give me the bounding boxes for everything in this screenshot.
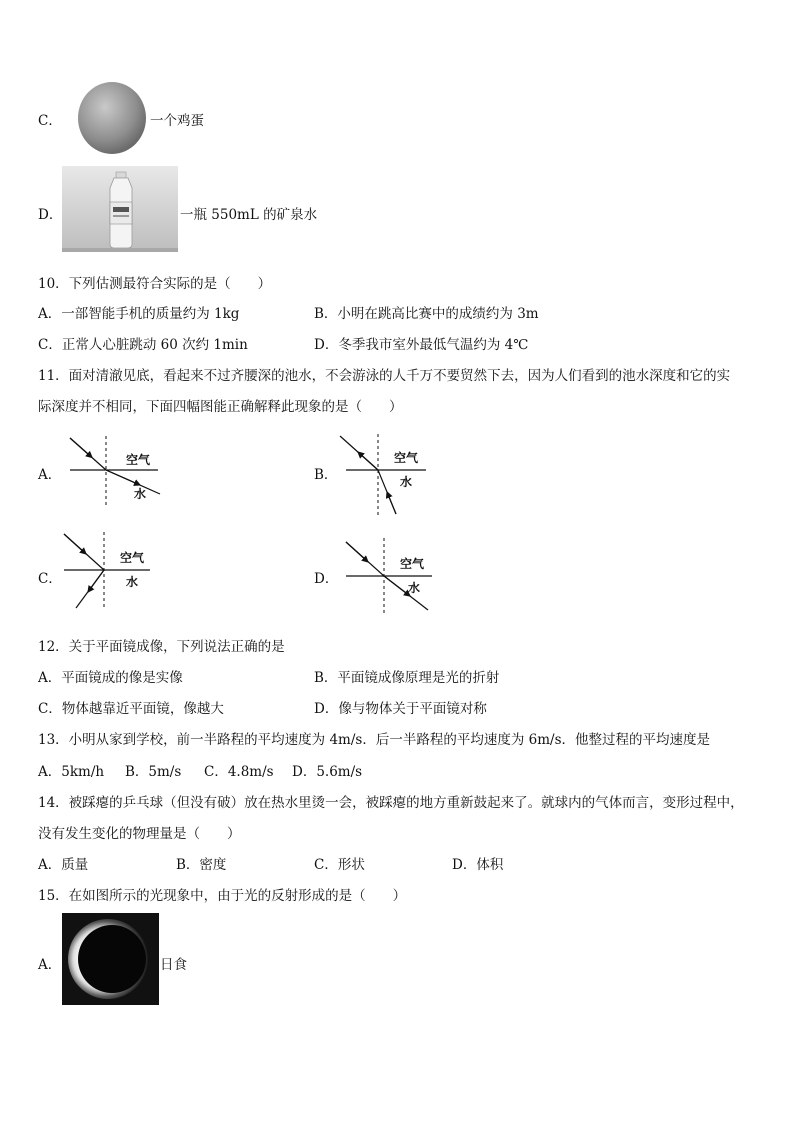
q14-option-a: A．质量	[38, 857, 89, 873]
solar-eclipse-photo	[62, 913, 159, 1005]
egg-photo	[75, 80, 147, 156]
q13-stem: 13．小明从家到学校，前一半路程的平均速度为 4m/s．后一半路程的平均速度为 6m/s．他整过程的平均速度是	[38, 732, 710, 748]
q10-option-d: D．冬季我市室外最低气温约为 4℃	[314, 337, 529, 353]
refraction-diagram-a	[62, 432, 172, 512]
q12-option-d: D．像与物体关于平面镜对称	[314, 701, 487, 717]
q11-stem-line1: 11．面对清澈见底，看起来不过齐腰深的池水，不会游泳的人千万不要贸然下去，因为人们看到的池水深度和它的实	[38, 368, 731, 384]
q14-stem-line1: 14．被踩瘪的乒乓球（但没有破）放在热水里烫一会，被踩瘪的地方重新鼓起来了。就球内的气体而言，变形过程中，	[38, 795, 744, 811]
q9-option-c-text: 一个鸡蛋	[150, 113, 204, 129]
q11-option-b-letter: B．	[314, 467, 338, 483]
q12-option-b: B．平面镜成像原理是光的折射	[314, 670, 500, 686]
q15-option-a-text: 日食	[160, 957, 187, 973]
q11d-air-label: 空气	[400, 557, 425, 571]
q11b-water-label: 水	[400, 475, 413, 489]
water-bottle-photo	[62, 166, 178, 252]
q10-stem: 10．下列估测最符合实际的是（ ）	[38, 276, 272, 292]
q11b-air-label: 空气	[394, 451, 419, 465]
refraction-diagram-b	[334, 430, 444, 520]
q13-option-a: A．5km/h	[38, 764, 105, 780]
q11-option-d-letter: D．	[314, 571, 339, 587]
q14-stem-line2: 没有发生变化的物理量是（ ）	[38, 826, 241, 842]
q12-option-a: A．平面镜成的像是实像	[38, 670, 183, 686]
q14-option-d: D．体积	[452, 857, 504, 873]
q11-option-a-letter: A．	[38, 467, 62, 483]
refraction-diagram-d	[338, 536, 438, 618]
q15-stem: 15．在如图所示的光现象中，由于光的反射形成的是（ ）	[38, 888, 407, 904]
q9-option-d-text: 一瓶 550mL 的矿泉水	[180, 207, 318, 223]
q15-option-a-letter: A．	[38, 957, 62, 973]
q13-option-d: D．5.6m/s	[292, 764, 363, 780]
q10-option-c: C．正常人心脏跳动 60 次约 1min	[38, 337, 248, 353]
q11a-air-label: 空气	[126, 453, 151, 467]
q12-option-c: C．物体越靠近平面镜，像越大	[38, 701, 224, 717]
q14-option-c: C．形状	[314, 857, 365, 873]
q13-option-c: C．4.8m/s	[204, 764, 274, 780]
q12-stem: 12．关于平面镜成像，下列说法正确的是	[38, 639, 285, 655]
q11-option-c-letter: C．	[38, 571, 62, 587]
q9-option-d-letter: D．	[38, 207, 63, 223]
q11-stem-line2: 际深度并不相同，下面四幅图能正确解释此现象的是（ ）	[38, 399, 403, 415]
q11c-water-label: 水	[126, 575, 139, 589]
q11c-air-label: 空气	[120, 551, 145, 565]
q9-option-c-letter: C．	[38, 113, 62, 129]
q11d-water-label: 水	[408, 581, 421, 595]
q14-option-b: B．密度	[176, 857, 227, 873]
q13-option-b: B．5m/s	[125, 764, 182, 780]
q10-option-b: B．小明在跳高比赛中的成绩约为 3m	[314, 306, 539, 322]
q11a-water-label: 水	[134, 487, 147, 501]
q10-option-a: A．一部智能手机的质量约为 1kg	[38, 306, 240, 322]
refraction-diagram-c	[58, 530, 158, 612]
